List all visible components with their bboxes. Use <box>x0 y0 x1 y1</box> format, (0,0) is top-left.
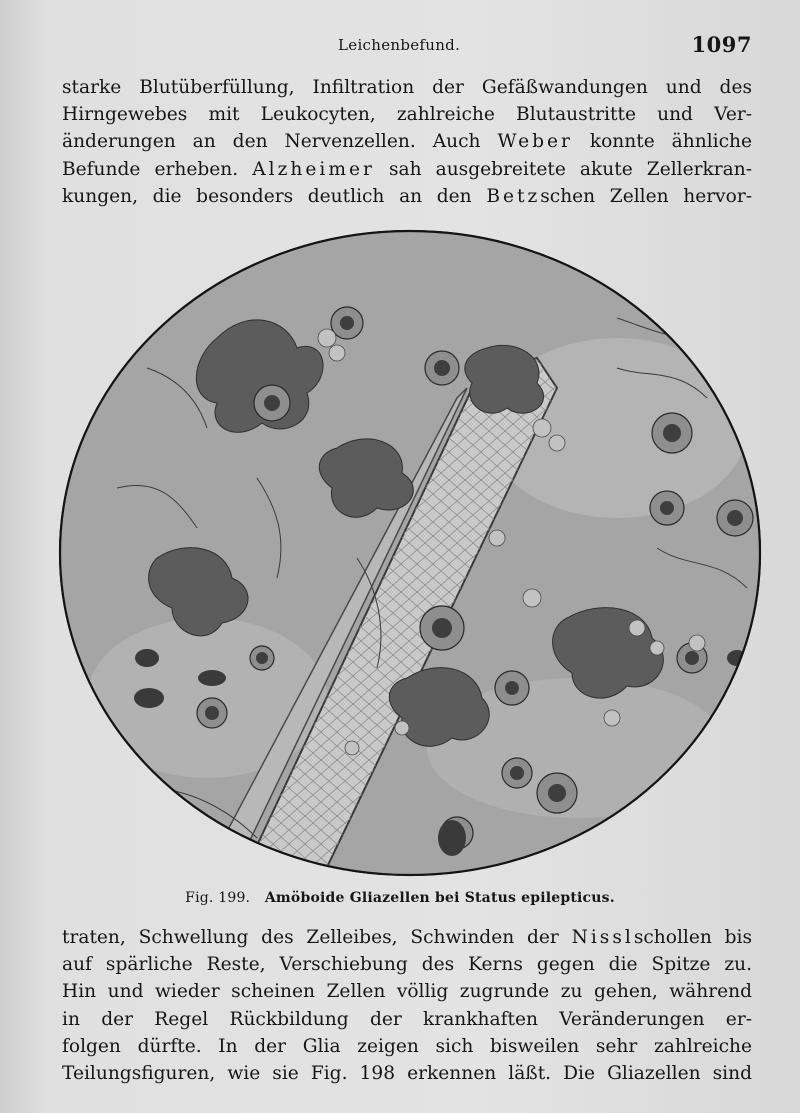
micrograph-illustration <box>57 228 763 878</box>
text-line <box>62 156 752 183</box>
text-line: auf spärliche Reste, Verschiebung des Kerns gegen die Spitze zu. <box>62 954 752 976</box>
text-fragment: schollen bis <box>633 927 752 948</box>
figure-caption-text: Amöboide Gliazellen bei Status epilepticus. <box>264 890 615 906</box>
text-line: Hirngewebes mit Leukocyten, zahlreiche Blutaustritte und Ver- <box>62 104 752 126</box>
running-head <box>0 30 800 60</box>
text-line <box>62 183 752 210</box>
text-line <box>62 924 752 951</box>
author-name-nissl: Nissl <box>571 927 634 948</box>
text-fragment: sah ausgebreitete akute Zellerkran- <box>374 158 752 180</box>
text-line: Hin und wieder scheinen Zellen völlig zugrunde zu gehen, während <box>62 981 752 1003</box>
text-line: in der Regel Rückbildung der krankhaften Veränderungen er- <box>62 1008 752 1030</box>
text-line <box>62 128 752 155</box>
figure-caption <box>0 890 800 906</box>
author-name-alzheimer: Alzheimer <box>252 158 375 180</box>
author-name-weber: Weber <box>497 131 573 153</box>
text-fragment: Befunde erheben. <box>62 158 253 180</box>
text-fragment: konnte ähnliche <box>572 131 753 153</box>
text-line: starke Blutüberfüllung, Infiltration der Gefäßwandungen und des <box>62 77 752 98</box>
page-number: 1097 <box>691 32 752 57</box>
figure-label: Fig. 199. <box>185 890 251 906</box>
text-fragment: schen Zellen hervor- <box>540 185 752 207</box>
micrograph-figure <box>57 228 763 878</box>
author-name-betz: Betz <box>486 185 541 207</box>
text-line: folgen dürfte. In der Glia zeigen sich bisweilen sehr zahlreiche <box>62 1035 752 1057</box>
running-head-title: Leichenbefund. <box>338 36 461 54</box>
text-fragment: kungen, die besonders deutlich an den <box>62 185 487 207</box>
text-line: Teilungsfiguren, wie sie Fig. 198 erkennen läßt. Die Gliazellen sind <box>62 1063 752 1085</box>
paragraph-top <box>62 74 752 210</box>
text-fragment: änderungen an den Nervenzellen. Auch <box>62 131 498 153</box>
text-fragment: traten, Schwellung des Zelleibes, Schwinden der <box>62 927 572 948</box>
paragraph-bottom <box>62 924 752 1087</box>
